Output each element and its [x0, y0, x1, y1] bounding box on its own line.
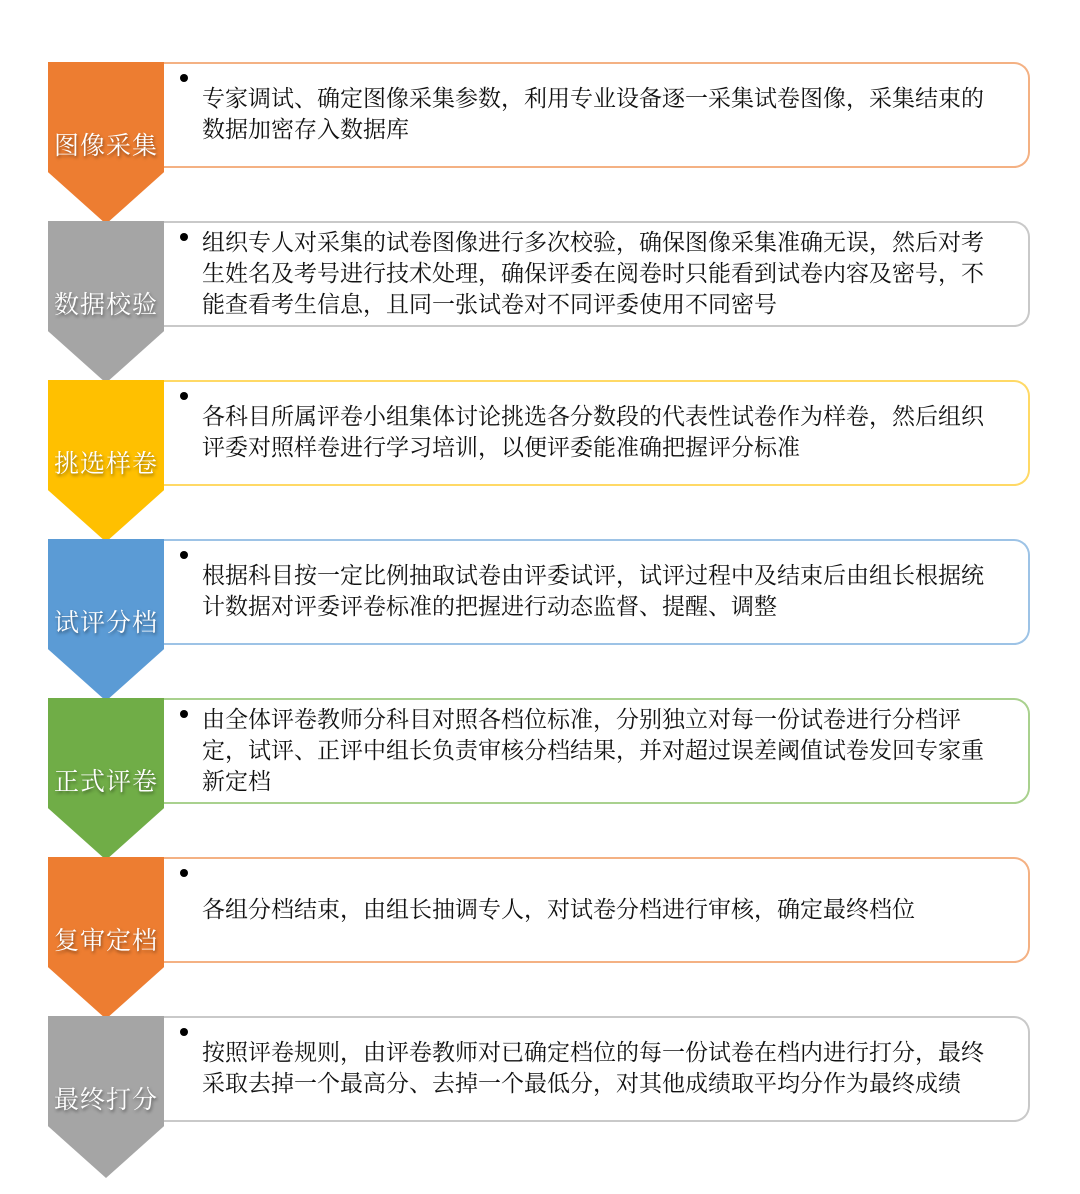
step-label: 图像采集 — [53, 131, 158, 160]
step-description-box — [164, 539, 1030, 645]
step-description: 专家调试、确定图像采集参数，利用专业设备逐一采集试卷图像，采集结束的数据加密存入数据库 — [202, 86, 984, 143]
bullet-icon — [180, 710, 192, 718]
step-label: 试评分档 — [53, 608, 158, 637]
step-description: 组织专人对采集的试卷图像进行多次校验，确保图像采集准确无误，然后对考生姓名及考号进行技术处理，确保评委在阅卷时只能看到试卷内容及密号，不能查看考生信息，且同一张试卷对不同评委使用不同密号 — [202, 229, 984, 318]
step-label: 复审定档 — [53, 926, 158, 955]
step-description: 各组分档结束，由组长抽调专人，对试卷分档进行审核，确定最终档位 — [202, 896, 915, 923]
step-description: 根据科目按一定比例抽取试卷由评委试评，试评过程中及结束后由组长根据统计数据对评委评卷标准的把握进行动态监督、提醒、调整 — [202, 563, 984, 620]
step-5 — [0, 698, 1080, 858]
step-description-box — [164, 857, 1030, 963]
step-label: 正式评卷 — [53, 767, 158, 796]
bullet-icon — [180, 74, 192, 82]
bullet-icon — [180, 233, 192, 241]
step-description-box — [164, 62, 1030, 168]
step-description: 由全体评卷教师分科目对照各档位标准，分别独立对每一份试卷进行分档评定，试评、正评中组长负责审核分档结果，并对超过误差阈值试卷发回专家重新定档 — [202, 706, 984, 795]
step-description-box — [164, 380, 1030, 486]
step-7 — [0, 1016, 1080, 1176]
step-description-box — [164, 221, 1030, 327]
step-3 — [0, 380, 1080, 540]
step-label: 最终打分 — [53, 1085, 158, 1114]
step-description-box — [164, 1016, 1030, 1122]
bullet-icon — [180, 1028, 192, 1036]
step-2 — [0, 221, 1080, 381]
step-description: 各科目所属评卷小组集体讨论挑选各分数段的代表性试卷作为样卷，然后组织评委对照样卷进行学习培训，以便评委能准确把握评分标准 — [202, 404, 984, 461]
step-6 — [0, 857, 1080, 1017]
step-description: 按照评卷规则，由评卷教师对已确定档位的每一份试卷在档内进行打分，最终采取去掉一个最高分、去掉一个最低分，对其他成绩取平均分作为最终成绩 — [202, 1040, 984, 1097]
step-4 — [0, 539, 1080, 699]
step-label: 数据校验 — [53, 290, 158, 319]
step-1 — [0, 62, 1080, 222]
bullet-icon — [180, 869, 192, 877]
bullet-icon — [180, 551, 192, 559]
step-description-box — [164, 698, 1030, 804]
step-label: 挑选样卷 — [53, 449, 158, 478]
bullet-icon — [180, 392, 192, 400]
